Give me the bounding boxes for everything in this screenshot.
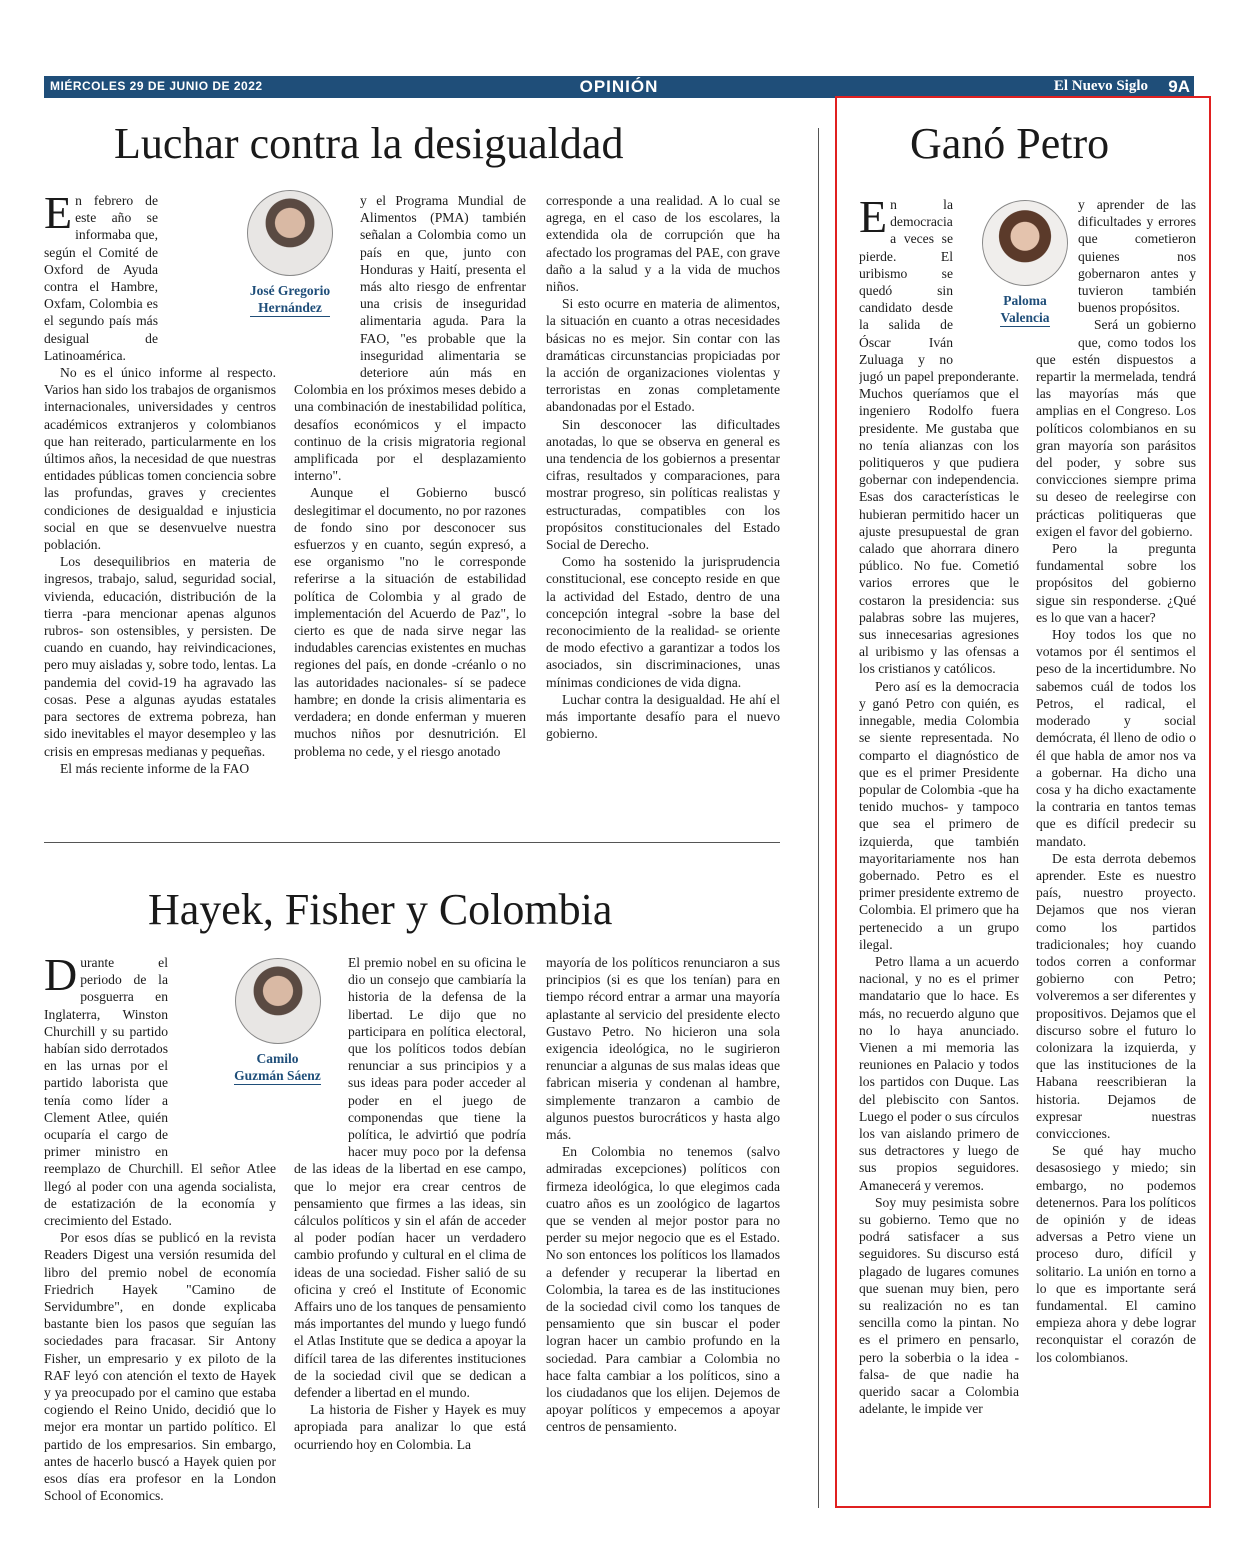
- article-column: y el Programa Mundial de Alimentos (PMA) también señalan a Colombia como un país en que, junto con Honduras y Haití, presenta el más alto riesgo de enfrentar una crisis de inseguridad alimentaria aguda. Para la FAO, "es probable que la inseguridad alimentaria se deteriore aún más en Colombia en los próximos meses debido a una combinación de inestabilidad política, desafíos económicos y el impacto continuo de la crisis migratoria regional amplificada por el desplazamiento interno". Aunque el Gobierno buscó deslegitimar el documento, no por razones de fondo sino por desconocer sus esfuerzos y en cuanto, según expresó, a ese organismo "no le corresponde referirse a la situación de estabilidad política de Colombia y al grado de implementación del Acuerdo de Paz", lo cierto es que de nada sirve negar las indudables carencias existentes en muchas regiones del país, en donde -créanlo o no las autoridades nacionales- sí se padece hambre; en donde la crisis alimentaria es verdadera; en donde enferman y mueren muchos niños por desnutrición. El problema no cede, y el riesgo anotado: [294, 193, 526, 759]
- divider: [818, 128, 819, 1508]
- page-number: 9A: [1168, 77, 1190, 96]
- page-header: [44, 76, 1194, 98]
- issue-date: MIÉRCOLES 29 DE JUNIO DE 2022: [50, 79, 263, 93]
- article-column: Durante el periodo de la posguerra en Inglaterra, Winston Churchill y su partido habían sido derrotados en las urnas por el partido laborista que tenía como líder a Clement Atlee, quién ocuparía el cargo de primer ministro en reemplazo de Churchill. El señor Atlee llegó al poder con una agenda socialista, de estatización de la economía y crecimiento del Estado. Por esos días se publicó en la revista Readers Digest una versión resumida del libro del premio nobel de economía Friedrich Hayek "Camino de Servidumbre", en donde explicaba bastante bien los pasos que seguían las sociedades para fracasar. Sir Antony Fisher, un empresario y ex piloto de la RAF leyó con atención el texto de Hayek y ya preocupado por el camino que estaba cogiendo el Reino Unido, decidió que lo mejor era montar un partido político. El partido de los empresarios. Sin embargo, antes de hacerlo buscó a Hayek quien por esos días era profesor en la London School of Economics.: [44, 954, 276, 1504]
- newspaper-name: El Nuevo Siglo: [1053, 78, 1148, 94]
- divider: [44, 842, 780, 843]
- article-column: mayoría de los políticos renunciaron a sus principios (si es que los tenían) para en tiempo récord entrar a armar una mayoría aplastante al servicio del presidente electo Gustavo Petro. No hicieron una sola exigencia ideológica, no le sugirieron renunciar a algunas de sus malas ideas que fabrican miseria y condenan al hambre, simplemente tranzaron a cambio de algunos puestos burocráticos y hasta algo más. En Colombia no tenemos (salvo admiradas excepciones) políticos con firmeza ideológica, lo que elegimos cada cuatro años es un zoológico de lagartos que se venden al mejor postor para no perder su mejor negocio que es el Estado. No son entonces los políticos los llamados a defender y recuperar la libertad en Colombia, la tarea es de las instituciones de la sociedad civil como los tanques de pensamiento que sin buscar el poder logran hacer un cambio profundo en la sociedad. Para cambiar a Colombia no hace falta cambiar a los políticos, sino a los ciudadanos que los elijen. Dejemos de apoyar políticos y empecemos a apoyar centros de pensamiento.: [546, 955, 780, 1435]
- author-name: José Gregorio Hernández: [249, 283, 331, 315]
- article-column: El premio nobel en su oficina le dio un consejo que cambiaría la historia de la defensa de la libertad. Le dijo que no participara en política electoral, que los políticos todos debían renunciar a sus principios y a sus ideas para poder acceder al poder en el juego de componendas que tiene la política, le advirtió que podría hacer muy poco por la defensa de las ideas de la libertad en ese campo, que lo mejor era crear centros de pensamiento que firmes a las ideas, sin cálculos políticos y sin el afán de acceder al poder podían hacer un verdadero cambio profundo y cultural en el clima de ideas de una sociedad. Fisher salió de su oficina y creó el Institute of Economic Affairs uno de los tanques de pensamiento más importantes del mundo y luego fundó el Atlas Institute que se dedica a apoyar la difícil tarea de las diferentes instituciones de la sociedad civil que se dedican a defender a libertad en el mundo. La historia de Fisher y Hayek es muy apropiada para analizar lo que está ocurriendo hoy en Colombia. La: [294, 955, 526, 1452]
- article-column: En febrero de este año se informaba que, según el Comité de Oxford de Ayuda contra el Hambre, Oxfam, Colombia es el segundo país más desigual de Latinoamérica. No es el único informe al respecto. Varios han sido los trabajos de organismos internacionales, universidades y centros académicos extranjeros y colombianos que han reiterado, particularmente en los últimos años, la necesidad de que nuestras entidades públicas tomen conciencia sobre las profundas, graves y crecientes condiciones de desigualdad e injusticia social en que se desenvuelve nuestra población. Los desequilibrios en materia de ingresos, trabajo, salud, seguridad social, vivienda, educación, distribución de la tierra -para mencionar apenas algunos rubros- son ostensibles, y persisten. De cuando en cuando, hay reivindicaciones, pero muy aisladas y, sobre todo, lentas. La pandemia del covid-19 ha agravado las cosas. Pese a algunas ayudas estatales para sectores de extrema pobreza, han sido inevitables el mayor desempleo y las crisis en empresas medianas y pequeñas. El más reciente informe de la FAO: [44, 192, 276, 776]
- article-column: y aprender de las dificultades y errores que cometieron quienes nos gobernaron antes y tuvieron también buenos propósitos. Será un gobierno que, como todos los que estén dispuestos a repartir la mermelada, tendrá las mayorías más que amplias en el Congreso. Los políticos colombianos en su gran mayoría son parásitos del poder, y sobre sus convicciones siempre prima su deseo de reelegirse con prácticas politiqueras que exigen el favor del gobierno. Pero la pregunta fundamental sobre los propósitos del gobierno sigue sin responderse. ¿Qué es lo que van a hacer? Hoy todos los que no votamos por él sentimos el peso de la incertidumbre. No sabemos cuál de todos los Petros, el radical, el moderado y social demócrata, él lleno de odio o él que habla de amor nos va a gobernar. Ha dicho una cosa y ha dicho exactamente la contraria en tantos temas que es difícil predecir su mandato. De esta derrota debemos aprender. Este es nuestro país, nuestro proyecto. Dejamos que nos vieran como los partidos tradicionales; hoy cuando todos corren a conformar gobierno con Petro; volveremos a ser diferentes y propositivos. Dejamos que el discurso sobre el futuro lo colonizara la izquierda, y que las instituciones de la Habana reescribieran la historia. Dejamos de expresar nuestras convicciones. Se qué hay mucho desasosiego y miedo; sin embargo, no podemos detenernos. Para los políticos de opinión y de ideas adversas a Petro viene un proceso duro, difícil y solitario. La unión en torno a lo que es importante será fundamental. El camino empieza ahora y debe lograr reconquistar el corazón de los colombianos.: [1036, 197, 1196, 1365]
- author-name: Camilo Guzmán Sáenz: [234, 1051, 321, 1083]
- article-title: Luchar contra la desigualdad: [114, 119, 624, 168]
- article-title: Ganó Petro: [910, 119, 1110, 168]
- drop-cap: E: [44, 192, 73, 238]
- drop-cap: D: [44, 954, 78, 1000]
- article-column: En la democracia a veces se pierde. El uribismo se quedó sin candidato desde la salida de Óscar Iván Zuluaga y no jugó un papel preponderante. Muchos queríamos que el ingeniero Rodolfo fuera presidente. Me gustaba que no tenía alianzas con los politiqueros y que pudiera gobernar con independencia. Esas dos características le hubieran permitido hacer un ajuste presupuestal de gran calado que ahorrara dinero público. No fue. Cometió varios errores que le costaron la presidencia: sus palabras sobre las mujeres, sus innecesarias agresiones al uribismo y las ofensas a los cristianos y católicos. Pero así es la democracia y ganó Petro con quién, es innegable, media Colombia se siente representada. No comparto el diagnóstico de que es el primer Presidente popular de Colombia -que ha tenido muchos- y tampoco que sea el primero de izquierda, que también mayoritariamente nos han gobernado. Petro es el primer presidente extremo de Colombia. El primero que ha pertenecido a un grupo ilegal. Petro llama a un acuerdo nacional, y no es el primer mandatario que lo hace. Es más, no recuerdo alguno que no lo haya anunciado. Vienen a mi memoria las reuniones en Palacio y todos los partidos con Duque. Las del plebiscito con Santos. Luego el poder o sus círculos los van aislando primero de sus detractores y luego de sus propios seguidores. Amanecerá y veremos. Soy muy pesimista sobre su gobierno. Temo que no podrá satisfacer a sus seguidores. Su discurso está plagado de lugares comunes que suenan muy bien, pero su realización no es tan sencilla como la pintan. No es el primero en pensarlo, pero la soberbia o la idea -falsa- de que nadie ha querido sacar a Colombia adelante, le impide ver: [859, 196, 1019, 1417]
- article-column: corresponde a una realidad. A lo cual se agrega, en el caso de los escolares, la extendida ola de corrupción que ha afectado los programas del PAE, con grave daño a la salud y a la vida de muchos niños. Si esto ocurre en materia de alimentos, la situación en cuanto a otras necesidades básicas no es mejor. Sin contar con las dramáticas circunstancias propiciadas por la acción de organizaciones violentas y terroristas en zonas completamente abandonadas por el Estado. Sin desconocer las dificultades anotadas, lo que se observa en general es una tendencia de los gobiernos a presentar cifras, resultados y comparaciones, para mostrar progreso, sin políticas realistas y estructuradas, compatibles con los propósitos constitucionales del Estado Social de Derecho. Como ha sostenido la jurisprudencia constitucional, ese concepto reside en que la actividad del Estado, dentro de una concepción integral -sobre la base del reconocimiento de la realidad- se oriente de modo efectivo a garantizar a todos los asociados, sin discriminaciones, unas mínimas condiciones de vida digna. Luchar contra la desigualdad. He ahí el más importante desafío para el nuevo gobierno.: [546, 193, 780, 742]
- drop-cap: E: [859, 196, 888, 242]
- author-name: Paloma Valencia: [1000, 293, 1050, 325]
- section-name: OPINIÓN: [579, 77, 659, 96]
- article-title: Hayek, Fisher y Colombia: [148, 885, 613, 934]
